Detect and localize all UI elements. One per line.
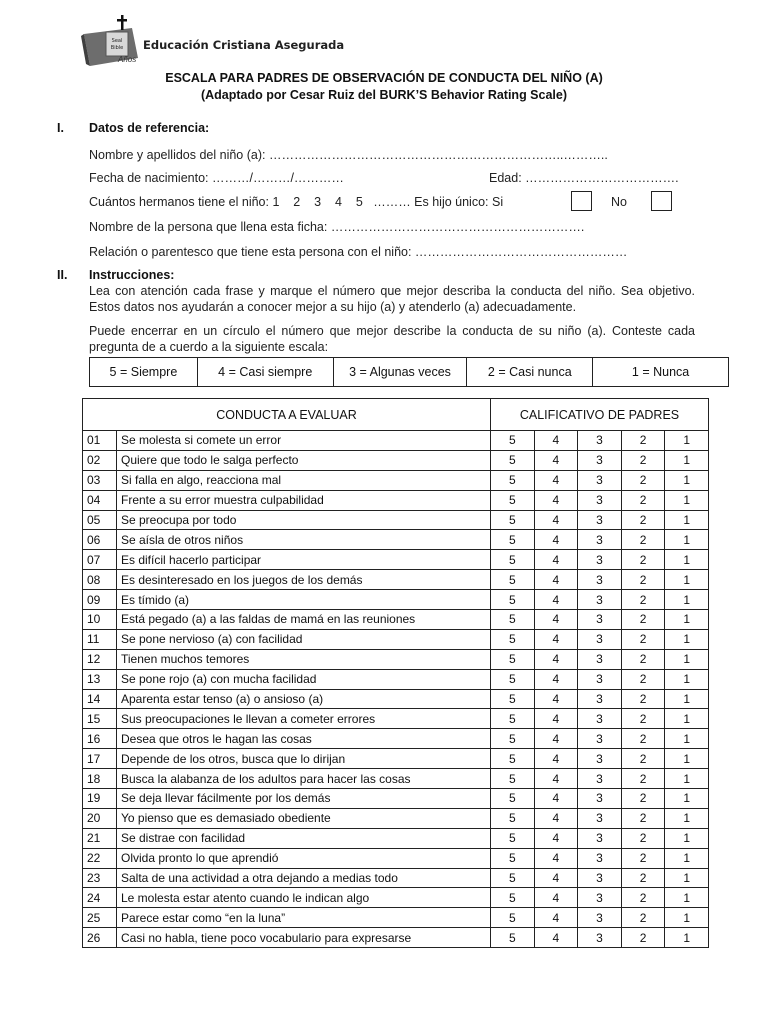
score-option[interactable]: 4 [534, 570, 578, 590]
table-row [83, 450, 709, 470]
instructions-paragraph-1: Lea con atención cada frase y marque el número que mejor describa la conducta del niño. Sea objetivo. Estos datos nos ayudarán a conocer mejor a su hijo (a) y atenderlo (a) adecuadamente. [89, 284, 695, 314]
score-option[interactable]: 1 [665, 729, 709, 749]
row-number: 16 [83, 729, 117, 749]
behavior-text: Quiere que todo le salga perfecto [117, 450, 491, 470]
score-option[interactable]: 1 [665, 510, 709, 530]
behavior-text: Es difícil hacerlo participar [117, 550, 491, 570]
score-option[interactable]: 3 [578, 928, 622, 948]
score-option[interactable]: 2 [621, 530, 665, 550]
scale-item: 2 = Casi nunca [467, 358, 593, 387]
score-option[interactable]: 1 [665, 570, 709, 590]
score-option[interactable]: 1 [665, 610, 709, 630]
score-option[interactable]: 1 [665, 928, 709, 948]
score-option[interactable]: 2 [621, 868, 665, 888]
score-option[interactable]: 5 [491, 590, 535, 610]
score-option[interactable]: 2 [621, 431, 665, 451]
score-option[interactable]: 3 [578, 789, 622, 809]
score-option[interactable]: 4 [534, 550, 578, 570]
header-calificativo: CALIFICATIVO DE PADRES [491, 399, 709, 431]
score-option[interactable]: 1 [665, 908, 709, 928]
score-option[interactable]: 3 [578, 550, 622, 570]
table-row [83, 828, 709, 848]
score-option[interactable]: 2 [621, 669, 665, 689]
score-option[interactable]: 1 [665, 769, 709, 789]
score-option[interactable]: 2 [621, 550, 665, 570]
score-option[interactable]: 2 [621, 610, 665, 630]
score-option[interactable]: 4 [534, 808, 578, 828]
score-option[interactable]: 4 [534, 789, 578, 809]
behavior-text: Aparenta estar tenso (a) o ansioso (a) [117, 689, 491, 709]
table-row [83, 629, 709, 649]
score-option[interactable]: 5 [491, 431, 535, 451]
score-option[interactable]: 1 [665, 828, 709, 848]
row-number: 18 [83, 769, 117, 789]
score-option[interactable]: 2 [621, 848, 665, 868]
score-option[interactable]: 4 [534, 649, 578, 669]
score-option[interactable]: 2 [621, 769, 665, 789]
behavior-text: Yo pienso que es demasiado obediente [117, 808, 491, 828]
hijo-unico-si-checkbox[interactable] [571, 191, 592, 211]
table-row [83, 808, 709, 828]
score-option[interactable]: 4 [534, 729, 578, 749]
score-option[interactable]: 4 [534, 450, 578, 470]
behavior-text: Depende de los otros, busca que lo dirijan [117, 749, 491, 769]
score-option[interactable]: 3 [578, 450, 622, 470]
row-number: 01 [83, 431, 117, 451]
score-option[interactable]: 3 [578, 888, 622, 908]
score-option[interactable]: 3 [578, 470, 622, 490]
anos-label: Años [118, 55, 137, 64]
behavior-text: Es tímido (a) [117, 590, 491, 610]
score-option[interactable]: 5 [491, 868, 535, 888]
score-option[interactable]: 2 [621, 689, 665, 709]
svg-text:Bible: Bible [110, 45, 124, 51]
behavior-text: Salta de una actividad a otra dejando a medias todo [117, 868, 491, 888]
behavior-text: Casi no habla, tiene poco vocabulario para expresarse [117, 928, 491, 948]
score-option[interactable]: 3 [578, 749, 622, 769]
instructions-paragraph-2: Puede encerrar en un círculo el número que mejor describe la conducta de su niño (a). Conteste cada pregunta de a cuerdo a la siguiente escala: [89, 324, 695, 354]
score-option[interactable]: 3 [578, 530, 622, 550]
score-option[interactable]: 1 [665, 669, 709, 689]
table-row [83, 470, 709, 490]
score-option[interactable]: 2 [621, 888, 665, 908]
behavior-text: Se preocupa por todo [117, 510, 491, 530]
behavior-text: Si falla en algo, reacciona mal [117, 470, 491, 490]
table-body [83, 431, 709, 948]
table-row [83, 669, 709, 689]
row-number: 13 [83, 669, 117, 689]
rating-scale-table [89, 357, 729, 387]
row-number: 17 [83, 749, 117, 769]
score-option[interactable]: 4 [534, 848, 578, 868]
row-number: 24 [83, 888, 117, 908]
behavior-text: Frente a su error muestra culpabilidad [117, 490, 491, 510]
table-row [83, 610, 709, 630]
behavior-text: Desea que otros le hagan las cosas [117, 729, 491, 749]
score-option[interactable]: 5 [491, 510, 535, 530]
score-option[interactable]: 1 [665, 470, 709, 490]
row-number: 23 [83, 868, 117, 888]
score-option[interactable]: 3 [578, 709, 622, 729]
score-option[interactable]: 3 [578, 590, 622, 610]
table-row [83, 928, 709, 948]
row-number: 05 [83, 510, 117, 530]
score-option[interactable]: 5 [491, 928, 535, 948]
table-row [83, 530, 709, 550]
behavior-text: Se molesta si comete un error [117, 431, 491, 451]
score-option[interactable]: 3 [578, 848, 622, 868]
score-option[interactable]: 2 [621, 908, 665, 928]
score-option[interactable]: 4 [534, 590, 578, 610]
score-option[interactable]: 5 [491, 450, 535, 470]
behavior-text: Se deja llevar fácilmente por los demás [117, 789, 491, 809]
row-number: 06 [83, 530, 117, 550]
score-option[interactable]: 5 [491, 848, 535, 868]
score-option[interactable]: 2 [621, 789, 665, 809]
score-option[interactable]: 1 [665, 490, 709, 510]
score-option[interactable]: 4 [534, 888, 578, 908]
row-number: 21 [83, 828, 117, 848]
row-number: 14 [83, 689, 117, 709]
section-1-heading: Datos de referencia: [89, 121, 210, 135]
section-2-heading: Instrucciones: [89, 268, 175, 282]
score-option[interactable]: 1 [665, 590, 709, 610]
score-option[interactable]: 4 [534, 769, 578, 789]
row-number: 10 [83, 610, 117, 630]
nombre-field-line[interactable]: Nombre y apellidos del niño (a): ……………………………………………………………..……….. [89, 148, 608, 162]
hijo-unico-no-checkbox[interactable] [651, 191, 672, 211]
scale-item: 1 = Nunca [593, 358, 729, 387]
score-option[interactable]: 1 [665, 629, 709, 649]
score-option[interactable]: 2 [621, 828, 665, 848]
score-option[interactable]: 3 [578, 828, 622, 848]
table-row [83, 689, 709, 709]
score-option[interactable]: 2 [621, 590, 665, 610]
table-row [83, 789, 709, 809]
behavior-text: Sus preocupaciones le llevan a cometer errores [117, 709, 491, 729]
score-option[interactable]: 4 [534, 669, 578, 689]
table-row [83, 908, 709, 928]
score-option[interactable]: 4 [534, 530, 578, 550]
score-option[interactable]: 4 [534, 431, 578, 451]
score-option[interactable]: 2 [621, 510, 665, 530]
table-row [83, 510, 709, 530]
score-option[interactable]: 4 [534, 470, 578, 490]
fecha-nacimiento-field-line[interactable]: Fecha de nacimiento: ………/………/………… [89, 171, 344, 185]
behavior-text: Olvida pronto lo que aprendió [117, 848, 491, 868]
score-option[interactable]: 1 [665, 868, 709, 888]
score-option[interactable]: 4 [534, 749, 578, 769]
score-option[interactable]: 3 [578, 669, 622, 689]
score-option[interactable]: 5 [491, 828, 535, 848]
score-option[interactable]: 5 [491, 808, 535, 828]
row-number: 15 [83, 709, 117, 729]
score-option[interactable]: 1 [665, 888, 709, 908]
behavior-text: Tienen muchos temores [117, 649, 491, 669]
table-row [83, 590, 709, 610]
score-option[interactable]: 5 [491, 530, 535, 550]
score-option[interactable]: 4 [534, 629, 578, 649]
table-row [83, 709, 709, 729]
score-option[interactable]: 4 [534, 908, 578, 928]
table-row [83, 888, 709, 908]
behavior-text: Está pegado (a) a las faldas de mamá en las reuniones [117, 610, 491, 630]
score-option[interactable]: 3 [578, 570, 622, 590]
section-1-number: I. [57, 121, 64, 135]
behavior-text: Parece estar como “en la luna” [117, 908, 491, 928]
score-option[interactable]: 2 [621, 490, 665, 510]
score-option[interactable]: 4 [534, 868, 578, 888]
score-option[interactable]: 3 [578, 629, 622, 649]
score-option[interactable]: 3 [578, 610, 622, 630]
score-option[interactable]: 1 [665, 749, 709, 769]
section-2-number: II. [57, 268, 68, 282]
score-option[interactable]: 5 [491, 888, 535, 908]
row-number: 11 [83, 629, 117, 649]
behavior-text: Se pone nervioso (a) con facilidad [117, 629, 491, 649]
score-option[interactable]: 1 [665, 709, 709, 729]
score-option[interactable]: 5 [491, 709, 535, 729]
score-option[interactable]: 3 [578, 689, 622, 709]
table-row [83, 490, 709, 510]
table-row [83, 431, 709, 451]
document-title: ESCALA PARA PADRES DE OBSERVACIÓN DE CONDUCTA DEL NIÑO (A) [165, 71, 603, 85]
score-option[interactable]: 3 [578, 490, 622, 510]
score-option[interactable]: 5 [491, 789, 535, 809]
score-option[interactable]: 4 [534, 510, 578, 530]
scale-item: 3 = Algunas veces [333, 358, 467, 387]
score-option[interactable]: 2 [621, 928, 665, 948]
score-option[interactable]: 3 [578, 649, 622, 669]
behavior-rating-table [82, 398, 709, 948]
row-number: 09 [83, 590, 117, 610]
behavior-text: Es desinteresado en los juegos de los demás [117, 570, 491, 590]
score-option[interactable]: 3 [578, 769, 622, 789]
row-number: 22 [83, 848, 117, 868]
score-option[interactable]: 1 [665, 649, 709, 669]
score-option[interactable]: 2 [621, 470, 665, 490]
table-row [83, 550, 709, 570]
organization-name: Educación Cristiana Asegurada [143, 38, 345, 52]
score-option[interactable]: 4 [534, 490, 578, 510]
score-option[interactable]: 5 [491, 749, 535, 769]
score-option[interactable]: 2 [621, 808, 665, 828]
behavior-text: Le molesta estar atento cuando le indican algo [117, 888, 491, 908]
score-option[interactable]: 5 [491, 689, 535, 709]
score-option[interactable]: 3 [578, 868, 622, 888]
hijo-unico-no-label: No [611, 195, 627, 209]
document-subtitle: (Adaptado por Cesar Ruiz del BURK’S Behavior Rating Scale) [200, 88, 568, 102]
score-option[interactable]: 2 [621, 729, 665, 749]
score-option[interactable]: 5 [491, 769, 535, 789]
score-option[interactable]: 5 [491, 649, 535, 669]
score-option[interactable]: 1 [665, 550, 709, 570]
score-option[interactable]: 2 [621, 709, 665, 729]
score-option[interactable]: 4 [534, 828, 578, 848]
behavior-text: Se aísla de otros niños [117, 530, 491, 550]
score-option[interactable]: 3 [578, 808, 622, 828]
table-row [83, 729, 709, 749]
row-number: 20 [83, 808, 117, 828]
row-number: 25 [83, 908, 117, 928]
hermanos-field-line: Cuántos hermanos tiene el niño: 1 2 3 4 5 ……… Es hijo único: Si [89, 195, 504, 209]
score-option[interactable]: 5 [491, 490, 535, 510]
scale-item: 4 = Casi siempre [197, 358, 333, 387]
row-number: 08 [83, 570, 117, 590]
row-number: 19 [83, 789, 117, 809]
score-option[interactable]: 3 [578, 510, 622, 530]
score-option[interactable]: 5 [491, 610, 535, 630]
score-option[interactable]: 1 [665, 530, 709, 550]
score-option[interactable]: 1 [665, 808, 709, 828]
row-number: 07 [83, 550, 117, 570]
row-number: 26 [83, 928, 117, 948]
score-option[interactable]: 5 [491, 550, 535, 570]
behavior-text: Se distrae con facilidad [117, 828, 491, 848]
row-number: 04 [83, 490, 117, 510]
svg-text:Seal: Seal [111, 38, 123, 44]
score-option[interactable]: 1 [665, 789, 709, 809]
scale-item: 5 = Siempre [90, 358, 198, 387]
behavior-text: Se pone rojo (a) con mucha facilidad [117, 669, 491, 689]
table-row [83, 570, 709, 590]
row-number: 02 [83, 450, 117, 470]
header-conducta: CONDUCTA A EVALUAR [83, 399, 491, 431]
score-option[interactable]: 1 [665, 689, 709, 709]
table-row [83, 769, 709, 789]
score-option[interactable]: 5 [491, 669, 535, 689]
table-row [83, 868, 709, 888]
behavior-text: Busca la alabanza de los adultos para hacer las cosas [117, 769, 491, 789]
relacion-field-line[interactable]: Relación o parentesco que tiene esta persona con el niño: …………………………………………… [89, 245, 628, 259]
score-option[interactable]: 3 [578, 729, 622, 749]
score-option[interactable]: 5 [491, 470, 535, 490]
score-option[interactable]: 5 [491, 908, 535, 928]
score-option[interactable]: 4 [534, 610, 578, 630]
score-option[interactable]: 2 [621, 649, 665, 669]
row-number: 03 [83, 470, 117, 490]
persona-field-line[interactable]: Nombre de la persona que llena esta ficha: ……………………………………………………. [89, 220, 585, 234]
score-option[interactable]: 2 [621, 450, 665, 470]
score-option[interactable]: 2 [621, 629, 665, 649]
score-option[interactable]: 1 [665, 848, 709, 868]
score-option[interactable]: 1 [665, 431, 709, 451]
score-option[interactable]: 5 [491, 570, 535, 590]
score-option[interactable]: 3 [578, 431, 622, 451]
score-option[interactable]: 1 [665, 450, 709, 470]
score-option[interactable]: 4 [534, 709, 578, 729]
table-row [83, 848, 709, 868]
score-option[interactable]: 3 [578, 908, 622, 928]
edad-field-line[interactable]: Edad: ………………………………. [489, 171, 679, 185]
score-option[interactable]: 2 [621, 749, 665, 769]
row-number: 12 [83, 649, 117, 669]
score-option[interactable]: 5 [491, 729, 535, 749]
table-row [83, 749, 709, 769]
score-option[interactable]: 4 [534, 689, 578, 709]
score-option[interactable]: 4 [534, 928, 578, 948]
score-option[interactable]: 2 [621, 570, 665, 590]
score-option[interactable]: 5 [491, 629, 535, 649]
table-row [83, 649, 709, 669]
